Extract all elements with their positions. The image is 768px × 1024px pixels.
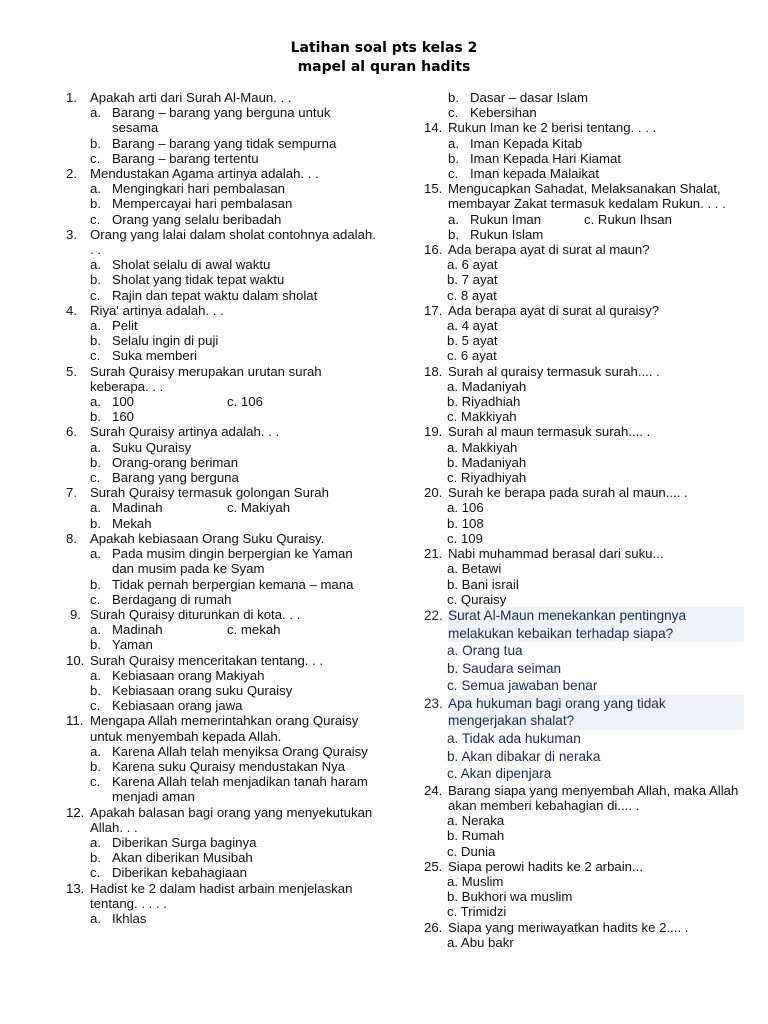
option-text: Tidak pernah berpergian kemana – mana bbox=[112, 576, 354, 592]
question-number: 18. bbox=[424, 363, 443, 379]
question-text: Ada berapa ayat di surat al maun? bbox=[448, 242, 650, 258]
answer-option bbox=[66, 440, 376, 455]
answer-option bbox=[424, 105, 744, 120]
answer-option bbox=[66, 835, 376, 850]
answer-option: b. Saudara seiman bbox=[447, 660, 562, 676]
question-text: Ada berapa ayat di surat al quraisy? bbox=[448, 302, 660, 318]
option-text: Barang – barang yang tidak sempurna bbox=[112, 135, 337, 151]
option-text: Madinah bbox=[112, 622, 163, 638]
answer-option: a. Betawi bbox=[447, 561, 502, 577]
answer-option: a. 6 ayat bbox=[447, 257, 498, 273]
option-text: Mengingkari hari pembalasan bbox=[112, 181, 286, 197]
answer-option: b. Bukhori wa muslim bbox=[447, 889, 573, 905]
question-text: Mendustakan Agama artinya adalah. . . bbox=[90, 166, 319, 182]
option-letter: a. bbox=[90, 910, 101, 926]
question-text: Riya' artinya adalah. . . bbox=[90, 302, 224, 318]
option-text: Dasar – dasar Islam bbox=[470, 90, 588, 105]
option-text: Pada musim dingin berpergian ke Yaman dan musim pada ke Syam bbox=[112, 546, 353, 577]
answer-option bbox=[66, 911, 376, 926]
option-text: 160 bbox=[112, 409, 135, 425]
question-text: Nabi muhammad berasal dari suku... bbox=[448, 546, 664, 562]
option-text: Orang-orang beriman bbox=[112, 454, 239, 470]
option-letter: a. bbox=[448, 211, 459, 227]
question-text: Surah ke berapa pada surah al maun.... . bbox=[448, 485, 688, 501]
option-text: Pelit bbox=[112, 318, 138, 334]
option-text: c. 106 bbox=[227, 394, 263, 410]
question-20 bbox=[424, 485, 744, 500]
option-text: c. Rukun Ihsan bbox=[584, 211, 672, 227]
option-text: c. Makiyah bbox=[227, 500, 291, 516]
question-number: 4. bbox=[66, 302, 77, 318]
question-number: 25. bbox=[424, 858, 443, 874]
question-text: Apakah arti dari Surah Al-Maun. . . bbox=[90, 90, 292, 105]
answer-option bbox=[66, 409, 376, 424]
question-9 bbox=[66, 607, 376, 622]
question-15 bbox=[424, 181, 744, 211]
answer-option: c. Quraisy bbox=[447, 591, 507, 607]
answer-option bbox=[66, 668, 376, 683]
question-number: 19. bbox=[424, 424, 443, 440]
option-text: Selalu ingin di puji bbox=[112, 333, 219, 349]
answer-option: c. Riyadhiyah bbox=[447, 470, 527, 486]
question-text: Siapa yang meriwayatkan hadits ke 2.... . bbox=[448, 919, 689, 935]
option-text: c. mekah bbox=[227, 622, 281, 638]
answer-option: b. Bani israil bbox=[447, 576, 519, 592]
option-text: Madinah bbox=[112, 500, 163, 516]
option-letter: c. bbox=[90, 698, 101, 714]
answer-option: b. Madaniyah bbox=[447, 454, 527, 470]
option-letter: b. bbox=[90, 272, 101, 288]
option-letter: a. bbox=[448, 135, 459, 151]
option-letter: b. bbox=[90, 682, 101, 698]
question-23 bbox=[424, 695, 744, 730]
option-text: Karena Allah telah menyiksa Orang Quraisy bbox=[112, 743, 368, 759]
right-column bbox=[424, 90, 744, 950]
option-letter: b. bbox=[90, 135, 101, 151]
question-14 bbox=[424, 120, 744, 135]
option-letter: c. bbox=[90, 348, 101, 364]
question-number: 1. bbox=[66, 90, 77, 105]
answer-option bbox=[424, 166, 744, 181]
answer-option: a. Makkiyah bbox=[447, 439, 518, 455]
answer-option bbox=[66, 181, 376, 196]
option-letter: a. bbox=[90, 181, 101, 197]
question-text: Surat Al-Maun menekankan pentingnya melakukan kebaikan terhadap siapa? bbox=[448, 607, 744, 642]
answer-option-row bbox=[424, 212, 744, 227]
answer-option bbox=[66, 546, 376, 576]
answer-option bbox=[66, 744, 376, 759]
answer-option: c. Trimidzi bbox=[447, 904, 507, 920]
option-letter: a. bbox=[90, 318, 101, 334]
question-2 bbox=[66, 166, 376, 181]
question-16 bbox=[424, 242, 744, 257]
question-25 bbox=[424, 859, 744, 874]
answer-option bbox=[66, 151, 376, 166]
question-26 bbox=[424, 920, 744, 935]
question-13 bbox=[66, 881, 376, 911]
question-number: 13. bbox=[66, 880, 85, 896]
answer-option bbox=[66, 455, 376, 470]
answer-option: c. Makkiyah bbox=[447, 409, 517, 425]
question-number: 14. bbox=[424, 120, 443, 136]
option-text: Berdagang di rumah bbox=[112, 591, 232, 607]
answer-option: a. 106 bbox=[447, 500, 484, 516]
question-number: 5. bbox=[66, 363, 77, 379]
answer-option bbox=[66, 272, 376, 287]
option-letter: b. bbox=[90, 454, 101, 470]
answer-option bbox=[424, 151, 744, 166]
question-number: 16. bbox=[424, 242, 443, 258]
answer-option bbox=[66, 865, 376, 880]
question-number: 11. bbox=[66, 713, 84, 729]
question-4 bbox=[66, 303, 376, 318]
question-text: Surah al maun termasuk surah.... . bbox=[448, 424, 651, 440]
answer-option bbox=[66, 196, 376, 211]
option-letter: b. bbox=[90, 333, 101, 349]
option-letter: c. bbox=[90, 774, 101, 790]
question-8 bbox=[66, 531, 376, 546]
option-text: Sholat selalu di awal waktu bbox=[112, 257, 271, 273]
option-letter: b. bbox=[90, 758, 101, 774]
option-letter: c. bbox=[90, 591, 101, 607]
option-letter: b. bbox=[90, 196, 101, 212]
question-text: Surah Quraisy merupakan urutan surah keberapa. . . bbox=[90, 363, 322, 394]
question-text: Surah al quraisy termasuk surah.... . bbox=[448, 363, 660, 379]
option-text: Suku Quraisy bbox=[112, 439, 192, 455]
option-letter: c. bbox=[90, 211, 101, 227]
answer-option bbox=[66, 348, 376, 363]
option-text: Akan diberikan Musibah bbox=[112, 850, 253, 866]
question-text: Mengapa Allah memerintahkan orang Quraisy untuk menyembah kepada Allah. bbox=[90, 713, 359, 744]
option-letter: a. bbox=[90, 834, 101, 850]
question-number: 8. bbox=[66, 530, 77, 546]
question-3 bbox=[66, 227, 376, 257]
option-text: Barang – barang yang berguna untuk sesama bbox=[112, 105, 331, 136]
option-text: Iman Kepada Hari Kiamat bbox=[470, 150, 621, 166]
question-text: Surah Quraisy termasuk golongan Surah bbox=[90, 485, 329, 501]
option-letter: b. bbox=[90, 637, 101, 653]
question-text: Orang yang lalai dalam sholat contohnya adalah. . . bbox=[90, 226, 376, 258]
option-letter: a. bbox=[90, 667, 101, 683]
answer-option bbox=[66, 470, 376, 485]
answer-option bbox=[66, 288, 376, 303]
answer-option bbox=[66, 257, 376, 272]
worksheet-title: Latihan soal pts kelas 2 bbox=[290, 40, 478, 56]
answer-option-row bbox=[66, 622, 376, 637]
left-column bbox=[66, 90, 376, 926]
question-text: Barang siapa yang menyembah Allah, maka Allah akan memberi kebahagian di.... . bbox=[448, 782, 739, 814]
question-6 bbox=[66, 424, 376, 439]
option-text: Kebiasaan orang jawa bbox=[112, 698, 243, 714]
option-letter: b. bbox=[90, 850, 101, 866]
option-letter: a. bbox=[90, 546, 101, 562]
question-text: Apakah kebiasaan Orang Suku Quraisy. bbox=[90, 530, 325, 546]
question-number: 12. bbox=[66, 804, 85, 820]
option-letter: a. bbox=[90, 743, 101, 759]
question-18 bbox=[424, 364, 744, 379]
option-letter: b. bbox=[90, 576, 101, 592]
option-text: Mempercayai hari pembalasan bbox=[112, 196, 293, 212]
question-10 bbox=[66, 653, 376, 668]
answer-option bbox=[66, 136, 376, 151]
answer-option bbox=[66, 516, 376, 531]
question-number: 6. bbox=[66, 424, 77, 440]
answer-option bbox=[66, 698, 376, 713]
answer-option bbox=[424, 136, 744, 151]
question-text: Mengucapkan Sahadat, Melaksanakan Shalat, membayar Zakat termasuk kedalam Rukun. . . . bbox=[448, 181, 726, 212]
option-letter: c. bbox=[90, 470, 101, 486]
question-number: 22. bbox=[424, 607, 443, 623]
option-letter: a. bbox=[90, 257, 101, 273]
option-letter: b. bbox=[448, 226, 459, 242]
question-number: 15. bbox=[424, 181, 443, 197]
answer-option bbox=[66, 759, 376, 774]
answer-option bbox=[66, 683, 376, 698]
answer-option bbox=[66, 774, 376, 804]
question-text: Apa hukuman bagi orang yang tidak mengerjakan shalat? bbox=[448, 695, 744, 730]
answer-option: c. Dunia bbox=[447, 843, 496, 859]
answer-option: a. Tidak ada hukuman bbox=[447, 731, 581, 747]
option-text: Suka memberi bbox=[112, 348, 198, 364]
option-text: Iman kepada Malaikat bbox=[470, 166, 600, 182]
question-number: 26. bbox=[424, 919, 443, 935]
option-text: Barang yang berguna bbox=[112, 470, 239, 486]
option-letter: b. bbox=[448, 90, 459, 105]
option-text: 100 bbox=[112, 394, 135, 410]
option-letter: b. bbox=[90, 409, 101, 425]
option-text: Diberikan kebahagiaan bbox=[112, 865, 247, 881]
answer-option: a. 4 ayat bbox=[447, 318, 498, 334]
question-number: 23. bbox=[424, 695, 443, 711]
option-letter: a. bbox=[90, 622, 101, 638]
option-letter: a. bbox=[90, 105, 101, 121]
option-text: Rukun Islam bbox=[470, 226, 544, 242]
question-number: 9. bbox=[70, 606, 81, 622]
answer-option bbox=[66, 318, 376, 333]
answer-option bbox=[66, 637, 376, 652]
question-17 bbox=[424, 303, 744, 318]
question-number: 2. bbox=[66, 166, 77, 182]
option-text: Orang yang selalu beribadah bbox=[112, 211, 282, 227]
answer-option: c. 8 ayat bbox=[447, 287, 497, 303]
question-text: Siapa perowi hadits ke 2 arbain... bbox=[448, 858, 643, 874]
option-letter: c. bbox=[90, 150, 101, 166]
answer-option: c. Akan dipenjara bbox=[447, 766, 552, 782]
answer-option: c. 6 ayat bbox=[447, 348, 497, 364]
answer-option: b. Rumah bbox=[447, 828, 505, 844]
question-text: Rukun Iman ke 2 berisi tentang. . . . bbox=[448, 120, 657, 136]
answer-option: c. Semua jawaban benar bbox=[447, 678, 598, 694]
option-text: Mekah bbox=[112, 515, 152, 531]
answer-option: a. Muslim bbox=[447, 874, 504, 890]
question-11 bbox=[66, 713, 376, 743]
answer-option: a. Madaniyah bbox=[447, 378, 527, 394]
option-text: Diberikan Surga baginya bbox=[112, 834, 257, 850]
answer-option bbox=[424, 227, 744, 242]
option-text: Karena Allah telah menjadikan tanah haram menjadi aman bbox=[112, 774, 368, 805]
answer-option: a. Orang tua bbox=[447, 643, 523, 659]
answer-option-row bbox=[66, 500, 376, 515]
answer-option: c. 109 bbox=[447, 530, 483, 546]
answer-option: b. 108 bbox=[447, 515, 484, 531]
question-21 bbox=[424, 546, 744, 561]
question-text: Surah Quraisy artinya adalah. . . bbox=[90, 424, 280, 440]
option-letter: c. bbox=[448, 166, 459, 182]
option-letter: c. bbox=[90, 287, 101, 303]
question-number: 24. bbox=[424, 782, 443, 798]
question-number: 7. bbox=[66, 485, 77, 501]
answer-option bbox=[66, 592, 376, 607]
question-number: 3. bbox=[66, 226, 77, 242]
answer-option-row bbox=[66, 394, 376, 409]
question-22 bbox=[424, 607, 744, 642]
question-text: Apakah balasan bagi orang yang menyekutukan Allah. . . bbox=[90, 804, 373, 835]
answer-option bbox=[66, 850, 376, 865]
option-text: Iman Kepada Kitab bbox=[470, 135, 583, 151]
question-5 bbox=[66, 364, 376, 394]
option-text: Karena suku Quraisy mendustakan Nya bbox=[112, 758, 346, 774]
option-text: Yaman bbox=[112, 637, 153, 653]
question-19 bbox=[424, 424, 744, 439]
option-letter: a. bbox=[90, 500, 101, 516]
question-7 bbox=[66, 485, 376, 500]
question-24 bbox=[424, 783, 744, 813]
answer-option bbox=[66, 105, 376, 135]
answer-option bbox=[66, 212, 376, 227]
option-letter: c. bbox=[448, 105, 459, 121]
option-text: Sholat yang tidak tepat waktu bbox=[112, 272, 285, 288]
answer-option: b. 5 ayat bbox=[447, 333, 498, 349]
question-12 bbox=[66, 805, 376, 835]
question-number: 21. bbox=[424, 546, 443, 562]
option-letter: a. bbox=[90, 394, 101, 410]
answer-option bbox=[66, 577, 376, 592]
option-text: Kebiasaan orang suku Quraisy bbox=[112, 682, 293, 698]
question-number: 17. bbox=[424, 302, 443, 318]
question-text: Hadist ke 2 dalam hadist arbain menjelaskan tentang. . . . . bbox=[90, 880, 353, 911]
answer-option: b. 7 ayat bbox=[447, 272, 498, 288]
question-text: Surah Quraisy menceritakan tentang. . . bbox=[90, 652, 324, 668]
answer-option bbox=[66, 333, 376, 348]
option-text: Kebersihan bbox=[470, 105, 537, 121]
question-text: Surah Quraisy diturunkan di kota. . . bbox=[90, 606, 301, 622]
option-text: Rukun Iman bbox=[470, 211, 542, 227]
worksheet-subtitle: mapel al quran hadits bbox=[297, 59, 471, 75]
answer-option: a. Abu bakr bbox=[447, 934, 514, 950]
option-letter: b. bbox=[448, 150, 459, 166]
option-letter: c. bbox=[90, 865, 101, 881]
option-letter: a. bbox=[90, 439, 101, 455]
option-text: Rajin dan tepat waktu dalam sholat bbox=[112, 287, 318, 303]
answer-option: a. Neraka bbox=[447, 813, 505, 829]
question-number: 10. bbox=[66, 652, 85, 668]
option-text: Barang – barang tertentu bbox=[112, 150, 259, 166]
question-1 bbox=[66, 90, 376, 105]
answer-option bbox=[424, 90, 744, 105]
question-number: 20. bbox=[424, 485, 443, 501]
option-letter: b. bbox=[90, 515, 101, 531]
answer-option: b. Riyadhiah bbox=[447, 394, 521, 410]
option-text: Ikhlas bbox=[112, 910, 147, 926]
option-text: Kebiasaan orang Makiyah bbox=[112, 667, 265, 683]
answer-option: b. Akan dibakar di neraka bbox=[447, 748, 601, 764]
